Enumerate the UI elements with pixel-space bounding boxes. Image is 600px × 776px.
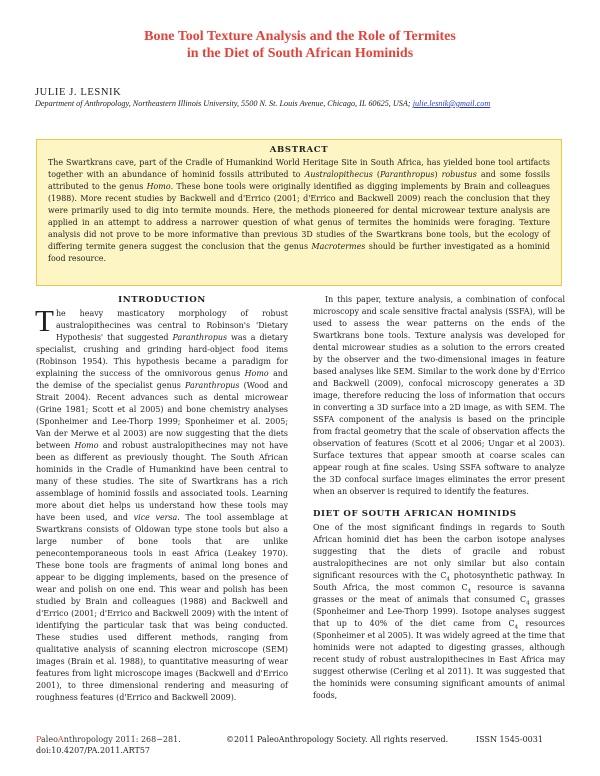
intro-p1-italic-5: vice versa bbox=[133, 513, 178, 522]
intro-p1-a: he heavy masticatory morphology of robust australopithecines was central to Robinson's 'Dietary Hypothesis' that suggested bbox=[55, 309, 288, 342]
intro-p1-italic-4: Homo bbox=[74, 441, 99, 450]
subscript-4: 4 bbox=[514, 624, 519, 631]
journal-a: A bbox=[57, 735, 64, 744]
intro-p1-italic-2: Homo bbox=[244, 369, 269, 378]
intro-p1-d: (Wood and Strait 2004). Recent advances such as dental microwear (Grine 1981; Scott et al 2005) and bone chemistry analyses (Sponheimer and Lee-Thorp 1999; Sponheimer et al. 2005; Van der Merwe et al 2003) are now suggesting that the diets between bbox=[36, 381, 289, 450]
subscript-4: 4 bbox=[526, 600, 530, 607]
title-line-1: Bone Tool Texture Analysis and the Role of Termites bbox=[144, 29, 456, 44]
diet-p-c: resource is savanna grasses or the meat of animals that consumed C bbox=[313, 583, 565, 604]
taxon-macrotermes: Macrotermes bbox=[311, 242, 366, 251]
intro-p1-b: was a dietary specialist, crushing and grinding hard-object food items (Robinson 1954). This hypothesis became a paradigm for explaining the success of the omnivorous genus bbox=[36, 333, 288, 378]
issn: ISSN 1545-0031 bbox=[476, 735, 543, 744]
taxon-robustus: robustus bbox=[441, 170, 477, 179]
doi: doi:10.4207/PA.2011.ART57 bbox=[36, 746, 151, 755]
journal-aleo: aleo bbox=[41, 735, 58, 744]
left-column bbox=[36, 294, 288, 704]
diet-p-d: grasses (Sponheimer and Lee-Thorp 1999). Isotope analyses suggest that up to 40% of the diet came from C bbox=[313, 595, 565, 628]
abstract-text-a: The Swartkrans cave, part of the Cradle of Humankind World Heritage Site in South Africa, has yielded bone tool artifacts together with an abundance of hominid fossils attributed to bbox=[48, 158, 550, 179]
diet-p-a: One of the most significant findings in regards to South African hominid diet has been the carbon isotope analyses suggesting that the diets of gracile and robust australopithecines are not only similar but also contain significant resources with the C bbox=[313, 523, 565, 580]
abstract-text-c: ) bbox=[434, 170, 442, 179]
intro-p1-f: . The tool assemblage at Swartkrans consists of Oldowan type stone tools but also a large number of bone tools that are unlike penecontemporaneous tools in east Africa (Leakey 1970). These bone tools are fragments of animal long bones and appear to be digging implements, based on the presence of wear and polish on one end. This wear and polish has been studied by Brain and colleagues (1988) and Backwell and d'Errico (2001; d'Errico and Backwell 2009) with the intent of identifying the particular task that was being conducted. These studies used different methods, ranging from qualitative analysis of scanning electron microscope (SEM) images (Brain et al. 1988), to quantitative measuring of wear features from light microscope images (Backwell and d'Errico 2001), to three dimensional rendering and measuring of roughness features (d'Errico and Backwell 2009). bbox=[36, 513, 288, 702]
journal-p: P bbox=[36, 735, 42, 744]
diet-p-e: resources (Sponheimer et al 2005). It was widely agreed at the time that hominids were not adapted to digesting grasses, although recent study of robust australopithecines in East Africa may suggest otherwise (Cerling et al 2011). It was suggested that the hominids were consuming significant amounts of animal foods, bbox=[313, 619, 565, 700]
diet-heading: DIET OF SOUTH AFRICAN HOMINIDS bbox=[313, 509, 517, 519]
intro-paragraph-2: In this paper, texture analysis, a combination of confocal microscopy and scale sensitive fractal analysis (SSFA), will be used to assess the wear patterns on the ends of the Swartkrans bone tools. Texture analysis was developed for dental microwear studies as a solution to the errors created by the observer and the two-dimensional images in feature based analyses like SEM. Similar to the work done by d'Errico and Backwell (2009), confocal microscopy generates a 3D image, therefore reducing the loss of information that occurs in converting a 3D surface into a 2D image, as with SEM. The SSFA component of the analysis is based on the principle from fractal geometry that the scale of observation affects the observation of features (Scott et al 2006; Ungar et al 2003). Surface textures that appear smooth at coarse scales can appear rough at fine scales. Using SSFA software to analyze the 3D confocal surface images eliminates the error present when an observer is required to identify the features. bbox=[313, 295, 565, 496]
title-line-2: in the Diet of South African Hominids bbox=[186, 46, 414, 61]
abstract-text-b: ( bbox=[372, 170, 380, 179]
diet-paragraph bbox=[313, 522, 565, 702]
intro-p1-e: and robust australopithecines may not have been as different as previously thought. The South African hominids in the Cradle of Humankind have been central to many of these studies. The site of Swartkrans has a rich assemblage of hominid fossils and associated tools. Learning more about diet helps us understand how these tools may have been used, and bbox=[36, 441, 288, 522]
author-email-link[interactable]: julie.lesnik@gmail.com bbox=[412, 99, 491, 108]
journal-rest: nthropology 2011: 268−281. bbox=[63, 735, 181, 744]
subscript-4: 4 bbox=[467, 588, 472, 595]
intro-paragraph-1 bbox=[35, 303, 289, 704]
taxon-australopithecus: Australopithecus bbox=[304, 170, 373, 179]
drop-cap: T bbox=[35, 303, 54, 338]
author-name: JULIE J. LESNIK bbox=[35, 87, 122, 98]
intro-p1-c: and the demise of the specialist genus bbox=[36, 369, 288, 390]
intro-p1-italic-3: Paranthropus bbox=[185, 381, 240, 390]
author-affiliation bbox=[35, 99, 575, 108]
diet-p-b: photosynthetic pathway. In South Africa, the most common C bbox=[313, 571, 565, 592]
abstract-heading: ABSTRACT bbox=[269, 145, 329, 155]
taxon-paranthropus: Paranthropus bbox=[379, 170, 435, 179]
abstract-text-d: and some fossils attributed to the genus bbox=[48, 170, 551, 191]
article-title bbox=[0, 28, 600, 62]
journal-citation bbox=[36, 734, 181, 745]
introduction-heading: INTRODUCTION bbox=[118, 295, 206, 305]
abstract-text-f: should be further investigated as a hominid food resource. bbox=[48, 242, 551, 263]
copyright-notice: ©2011 PaleoAnthropology Society. All rights reserved. bbox=[226, 735, 449, 744]
abstract-box bbox=[36, 139, 562, 286]
abstract-text-e: . These bone tools were originally identified as digging implements by Brain and colleagues (1988). More recent studies by Backwell and d'Errico (2001; d'Errico and Backwell 2009) reach the conclusion that they were primarily used to dig into termite mounds. Here, the methods pioneered for dental microwear texture analysis are applied in an attempt to address a narrower question of what genus of termites the hominids were foraging. Texture analysis did not prove to be more informative than previous 3D studies of the Swartkrans bone tools, but the ecology of differing termite genera suggest the conclusion that the genus bbox=[48, 182, 550, 251]
affiliation-text: Department of Anthropology, Northeastern Illinois University, 5500 N. St. Louis Avenue, Chicago, IL 60625, USA; bbox=[35, 99, 411, 108]
abstract-text bbox=[48, 157, 550, 265]
subscript-4: 4 bbox=[446, 576, 450, 583]
right-column bbox=[313, 294, 565, 702]
intro-p1-italic-1: Paranthropus bbox=[172, 333, 228, 342]
taxon-homo: Homo bbox=[146, 182, 171, 191]
